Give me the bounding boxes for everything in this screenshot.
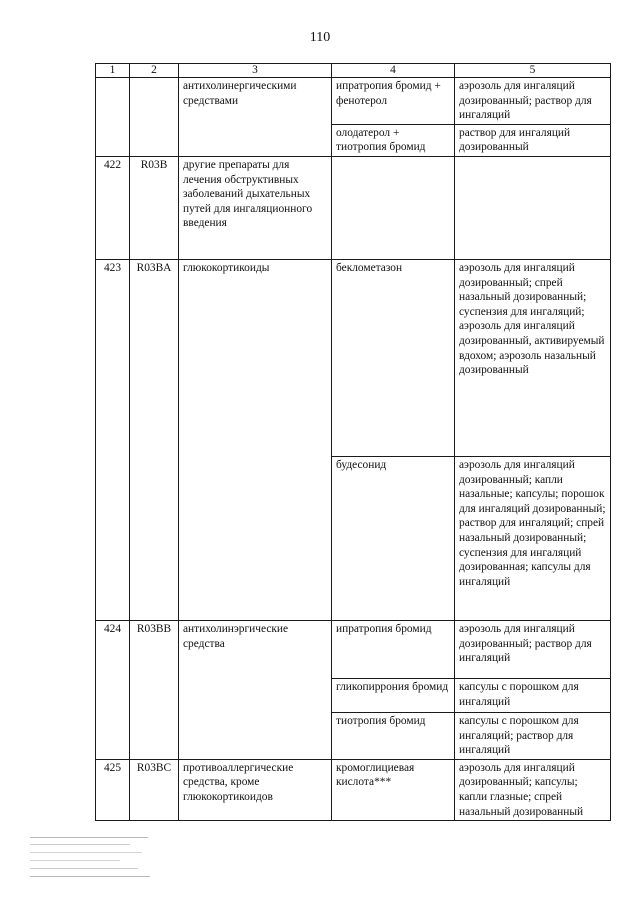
header-col-1: 1 (96, 64, 130, 78)
row-number: 423 (96, 259, 130, 620)
atc-code: R03BC (130, 759, 179, 820)
dosage-form (455, 156, 611, 259)
table-row (96, 259, 611, 456)
header-col-5: 5 (455, 64, 611, 78)
dosage-form: аэрозоль для ингаляций дозированный; раствор для ингаляций (455, 620, 611, 678)
header-col-2: 2 (130, 64, 179, 78)
dosage-form: аэрозоль для ингаляций дозированный; раствор для ингаляций (455, 78, 611, 125)
substance-name: ипратропия бромид (332, 620, 455, 678)
dosage-form: раствор для ингаляций дозированный (455, 124, 611, 156)
table-row (96, 620, 611, 678)
medicines-table (95, 63, 611, 821)
substance-name: гликопиррония бромид (332, 678, 455, 712)
row-number: 425 (96, 759, 130, 820)
dosage-form: капсулы с порошком для ингаляций (455, 678, 611, 712)
substance-name: беклометазон (332, 259, 455, 456)
atc-code: R03BA (130, 259, 179, 620)
header-row (96, 64, 611, 78)
table-row (96, 78, 611, 125)
substance-name (332, 156, 455, 259)
substance-name: олодатерол + тиотропия бромид (332, 124, 455, 156)
atc-code: R03BB (130, 620, 179, 759)
group-name: антихолинергическими средствами (179, 78, 332, 157)
header-col-4: 4 (332, 64, 455, 78)
table-row (96, 759, 611, 820)
substance-name: тиотропия бромид (332, 712, 455, 759)
atc-code: R03B (130, 156, 179, 259)
dosage-form: аэрозоль для ингаляций дозированный; спрей назальный дозированный; суспензия для ингаляций; аэрозоль для ингаляций дозированный, активируемый вдохом; аэрозоль назальный дозированный (455, 259, 611, 456)
dosage-form: капсулы с порошком для ингаляций; раствор для ингаляций (455, 712, 611, 759)
substance-name: кромоглициевая кислота*** (332, 759, 455, 820)
dosage-form: аэрозоль для ингаляций дозированный; капсулы; капли глазные; спрей назальный дозированный (455, 759, 611, 820)
group-name: глюкокортикоиды (179, 259, 332, 620)
table-row (96, 156, 611, 259)
header-col-3: 3 (179, 64, 332, 78)
group-name: противоаллергические средства, кроме глюкокортикоидов (179, 759, 332, 820)
group-name: другие препараты для лечения обструктивных заболеваний дыхательных путей для ингаляционного введения (179, 156, 332, 259)
dosage-form: аэрозоль для ингаляций дозированный; капли назальные; капсулы; порошок для ингаляций дозированный; раствор для ингаляций; спрей назальный дозированный; суспензия для ингаляций дозированная; капсулы для ингаляций (455, 456, 611, 620)
row-number: 424 (96, 620, 130, 759)
atc-code (130, 78, 179, 157)
substance-name: будесонид (332, 456, 455, 620)
group-name: антихолинэргические средства (179, 620, 332, 759)
substance-name: ипратропия бромид + фенотерол (332, 78, 455, 125)
row-number (96, 78, 130, 157)
stamp-mark (30, 835, 152, 881)
row-number: 422 (96, 156, 130, 259)
page-number: 110 (309, 30, 331, 45)
